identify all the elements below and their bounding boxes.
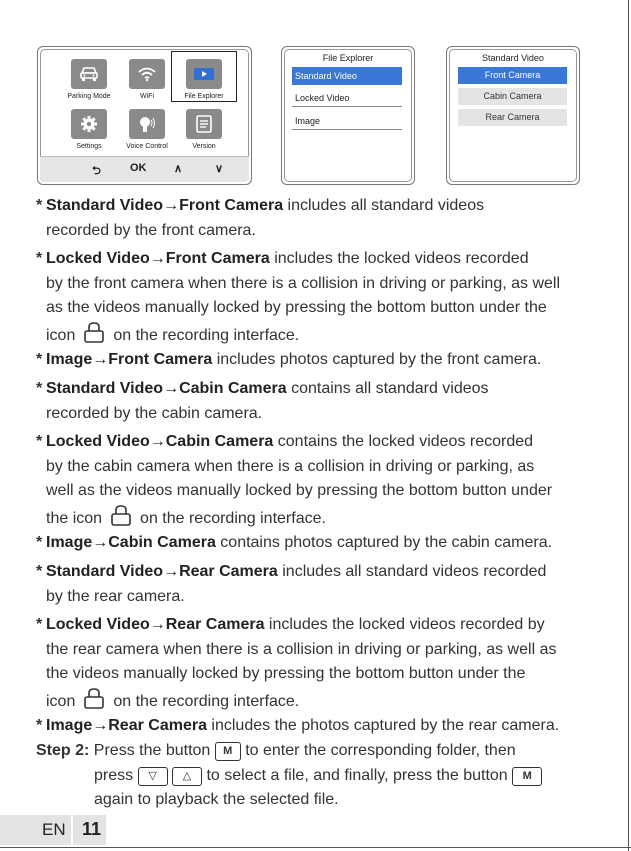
list-item-standard-video[interactable]: Standard Video <box>292 67 402 85</box>
parking-mode-tile[interactable] <box>71 59 107 89</box>
footer-divider <box>71 815 73 845</box>
desc-text: icon <box>46 326 76 344</box>
file-explorer-tile[interactable] <box>186 59 222 89</box>
desc-text: recorded by the front camera. <box>46 221 256 239</box>
desc-text: the videos manually locked by pressing the bottom button under the <box>46 665 526 682</box>
step-text: press <box>94 766 134 784</box>
desc-text: on the recording interface. <box>113 692 300 710</box>
desc-text: the icon <box>46 509 103 527</box>
list-item-locked-video[interactable]: Locked Video <box>292 89 402 107</box>
desc-text: includes photos captured by the front camera. <box>212 351 542 368</box>
down-key-icon: ▽ <box>138 767 168 786</box>
menu-bottom-bar <box>40 156 249 182</box>
step-text: Press the button <box>89 742 211 759</box>
up-key-icon: △ <box>172 767 202 786</box>
desc-text: includes the locked videos recorded by <box>264 616 545 633</box>
desc-heading: Locked Video→Cabin Camera <box>46 433 274 450</box>
desc-standard-front: * Standard Video→Front Camera includes all standard videos recorded by the front camera. <box>36 194 596 243</box>
up-arrow-icon[interactable]: ∧ <box>174 163 183 175</box>
desc-text: contains all standard videos <box>286 380 489 397</box>
page-number: 11 <box>82 819 102 839</box>
page-edge-bottom <box>0 847 631 848</box>
m-key-icon: M <box>512 767 542 786</box>
step-text: to enter the corresponding folder, then <box>245 742 516 759</box>
desc-heading: Image→Rear Camera <box>46 717 207 734</box>
desc-text: contains photos captured by the cabin camera. <box>215 534 553 551</box>
desc-heading: Standard Video→Front Camera <box>46 197 284 214</box>
lock-icon <box>83 687 105 709</box>
down-arrow-icon[interactable]: ∨ <box>215 163 224 175</box>
desc-standard-rear: * Standard Video→Rear Camera includes all standard videos recorded by the rear camera. <box>36 560 596 609</box>
step-text: again to playback the selected file. <box>94 791 339 808</box>
desc-heading: Locked Video→Front Camera <box>46 250 270 267</box>
desc-text: includes all standard videos recorded <box>277 563 547 580</box>
gear-icon <box>80 115 98 133</box>
page-edge-right <box>628 0 629 851</box>
standard-video-screen <box>446 46 580 185</box>
version-tile[interactable] <box>186 109 222 139</box>
desc-image-rear: * Image→Rear Camera includes the photos captured by the rear camera. <box>36 717 560 734</box>
file-explorer-label: File Explorer <box>184 93 224 100</box>
m-key-icon: M <box>215 742 241 761</box>
language-label: EN <box>42 820 66 839</box>
wifi-tile[interactable] <box>129 59 165 89</box>
desc-heading: Locked Video→Rear Camera <box>46 616 265 633</box>
desc-text: includes the locked videos recorded <box>269 250 529 267</box>
desc-text: by the rear camera. <box>46 587 185 605</box>
parking-mode-label: Parking Mode <box>67 93 111 100</box>
desc-locked-front: * Locked Video→Front Camera includes the locked videos recorded by the front camera when there is a collision in driving or parking, as well as the videos manually locked by pressing the bottom button under the icon on the recording interface. <box>36 247 596 348</box>
car-icon <box>79 66 99 82</box>
lock-icon <box>110 504 132 526</box>
lock-icon <box>83 321 105 343</box>
desc-text: contains the locked videos recorded <box>273 433 534 450</box>
voice-icon <box>137 115 157 133</box>
voice-control-label: Voice Control <box>126 143 168 150</box>
settings-tile[interactable] <box>71 109 107 139</box>
desc-text: recorded by the cabin camera. <box>46 404 263 422</box>
desc-text: on the recording interface. <box>113 326 300 344</box>
desc-text: includes the photos captured by the rear camera. <box>206 717 560 734</box>
list-item-cabin-camera[interactable]: Cabin Camera <box>458 88 567 105</box>
step-2 <box>36 739 616 813</box>
desc-heading: Standard Video→Rear Camera <box>46 563 278 580</box>
settings-label: Settings <box>76 143 102 150</box>
version-label: Version <box>192 143 216 150</box>
desc-text: by the front camera when there is a collision in driving or parking, as well <box>46 274 561 292</box>
desc-heading: Standard Video→Cabin Camera <box>46 380 287 397</box>
list-item-rear-camera[interactable]: Rear Camera <box>458 109 567 126</box>
desc-image-front: * Image→Front Camera includes photos captured by the front camera. <box>36 351 542 368</box>
desc-locked-cabin: * Locked Video→Cabin Camera contains the locked videos recorded by the cabin camera when there is a collision in driving or parking, as well as the videos manually locked by pressing the bottom button under the icon on the recording interface. <box>36 430 596 531</box>
desc-text: on the recording interface. <box>140 509 326 527</box>
step-text: to select a file, and finally, press the button <box>206 766 508 784</box>
back-arrow-icon[interactable]: ⮌ <box>92 165 101 177</box>
desc-image-cabin: * Image→Cabin Camera contains photos captured by the cabin camera. <box>36 534 553 551</box>
main-menu-screen <box>37 46 252 185</box>
step-label: Step 2: <box>36 742 90 759</box>
desc-text: icon <box>46 692 76 710</box>
wifi-label: WiFi <box>140 93 154 100</box>
document-icon <box>196 115 212 133</box>
desc-locked-rear: * Locked Video→Rear Camera includes the locked videos recorded by the rear camera when there is a collision in driving or parking, as well as the videos manually locked by pressing the bottom button under the icon on the recording interface. <box>36 613 596 714</box>
standard-video-title: Standard Video <box>482 53 544 63</box>
list-item-front-camera[interactable]: Front Camera <box>458 67 567 84</box>
desc-text: as the videos manually locked by pressing the bottom button under the <box>46 299 547 316</box>
desc-heading: Image→Front Camera <box>46 351 213 368</box>
voice-control-tile[interactable] <box>129 109 165 139</box>
desc-text: the rear camera when there is a collision in driving or parking, as well as <box>46 640 557 658</box>
desc-text: includes all standard videos <box>283 197 485 214</box>
wifi-icon <box>137 66 157 82</box>
file-explorer-screen <box>281 46 415 185</box>
desc-standard-cabin: * Standard Video→Cabin Camera contains all standard videos recorded by the cabin camera. <box>36 377 596 426</box>
video-folder-icon <box>193 67 215 81</box>
ok-button[interactable]: OK <box>130 162 147 174</box>
desc-text: well as the videos manually locked by pressing the bottom button under <box>46 482 553 499</box>
desc-heading: Image→Cabin Camera <box>46 534 216 551</box>
list-item-image[interactable]: Image <box>292 112 402 130</box>
file-explorer-title: File Explorer <box>322 53 374 63</box>
desc-text: by the cabin camera when there is a collision in driving or parking, as <box>46 457 535 475</box>
